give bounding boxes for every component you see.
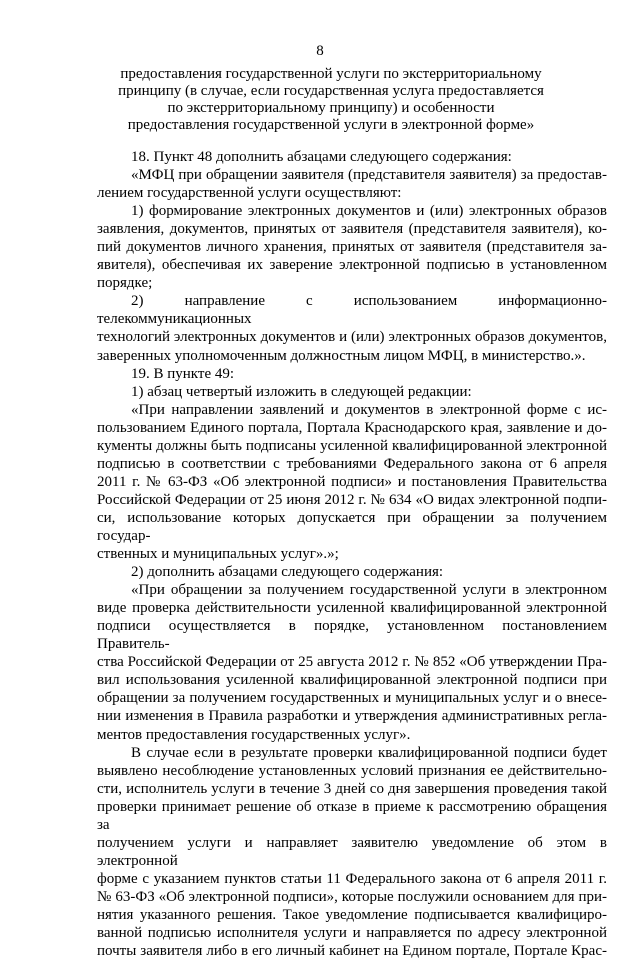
text-line: выявлено несоблюдение установленных условий признания ее действительно- xyxy=(97,762,607,779)
text-line: вил использования усиленной квалифицированной электронной подписи при xyxy=(97,672,607,689)
text-line: подписью в соответствии с требованиями Федерального закона от 6 апреля xyxy=(97,455,607,472)
text-line: получением услуги и направляет заявителю уведомление об этом в электронной xyxy=(97,834,607,869)
text-line: ванной подписью исполнителя услуги и направляется по адресу электронной xyxy=(97,925,607,942)
text-line: си, использование которых допускается при обращении за получением государ- xyxy=(97,509,607,544)
text-line: сти, исполнитель услуги в течение 3 дней со дня завершения проведения такой xyxy=(97,780,607,797)
text-line: ментов предоставления государственных услуг». xyxy=(97,726,411,743)
text-line: В случае если в результате проверки квалифицированной подписи будет xyxy=(131,744,607,761)
text-line: обращении за получением государственных и муниципальных услуг и о внесе- xyxy=(97,690,607,707)
text-line: форме с указанием пунктов статьи 11 Федерального закона от 6 апреля 2011 г. xyxy=(97,870,607,887)
text-line: 19. В пункте 49: xyxy=(131,365,235,382)
text-line: проверки принимает решение об отказе в приеме к рассмотрению обращения за xyxy=(97,798,607,833)
text-line: Российской Федерации от 25 июня 2012 г. № 634 «О видах электронной подпи- xyxy=(97,491,607,508)
text-line: подписи осуществляется в порядке, установленном постановлением Правитель- xyxy=(97,618,607,653)
text-line: порядке; xyxy=(97,275,153,292)
text-line: 18. Пункт 48 дополнить абзацами следующего содержания: xyxy=(131,149,512,165)
text-line: № 63-ФЗ «Об электронной подписи», которые послужили основанием для при- xyxy=(97,888,607,905)
text-line: нятия указанного решения. Такое уведомление подписывается квалифициро- xyxy=(97,906,607,923)
text-line: пий документов личного хранения, принятых от заявителя (представителя за- xyxy=(97,239,607,256)
text-line: виде проверка действительности усиленной квалифицированной электронной xyxy=(97,600,607,617)
page-number: 8 xyxy=(316,43,324,59)
heading-line: по экстерриториальному принципу) и особенности xyxy=(167,100,495,116)
text-line: заверенных уполномоченным должностным лицом МФЦ, в министерство.». xyxy=(97,347,586,364)
heading-line: предоставления государственной услуги по экстерриториальному xyxy=(120,66,542,82)
text-line: «МФЦ при обращении заявителя (представителя заявителя) за предостав- xyxy=(131,167,607,184)
section-heading xyxy=(96,66,566,134)
text-line: ства Российской Федерации от 25 августа 2012 г. № 852 «Об утверждении Пра- xyxy=(97,654,607,671)
text-line: ственных и муниципальных услуг».»; xyxy=(97,546,339,563)
text-line: «При обращении за получением государственной услуги в электронном xyxy=(131,582,607,599)
text-line: технологий электронных документов и (или) электронных образов документов, xyxy=(97,329,607,346)
text-line: «При направлении заявлений и документов в электронной форме с ис- xyxy=(131,401,607,418)
text-line: нии изменения в Правила разработки и утверждения административных регла- xyxy=(97,708,607,725)
text-line: кументы должны быть подписаны усиленной квалифицированной электронной xyxy=(97,437,607,454)
heading-line: принципу (в случае, если государственная услуга предоставляется xyxy=(118,83,544,99)
text-line: 2) направление с использованием информационно-телекоммуникационных xyxy=(97,293,607,328)
text-line: лением государственной услуги осуществляют: xyxy=(97,185,402,202)
text-line: пользованием Единого портала, Портала Краснодарского края, заявление и до- xyxy=(97,419,607,436)
text-line: заявления, документов, принятых от заявителя (представителя заявителя), ко- xyxy=(97,221,607,238)
text-line: почты заявителя либо в его личный кабинет на Едином портале, Портале Крас- xyxy=(97,943,607,960)
text-line: 1) формирование электронных документов и (или) электронных образов xyxy=(131,203,607,220)
document-body xyxy=(97,148,607,960)
text-line: 2) дополнить абзацами следующего содержания: xyxy=(131,564,444,581)
text-line: 1) абзац четвертый изложить в следующей редакции: xyxy=(131,383,472,400)
text-line: 2011 г. № 63-ФЗ «Об электронной подписи» и постановления Правительства xyxy=(97,473,607,490)
heading-line: предоставления государственной услуги в электронной форме» xyxy=(127,117,535,133)
text-line: явителя), обеспечивая их заверение электронной подписью в установленном xyxy=(97,257,607,274)
